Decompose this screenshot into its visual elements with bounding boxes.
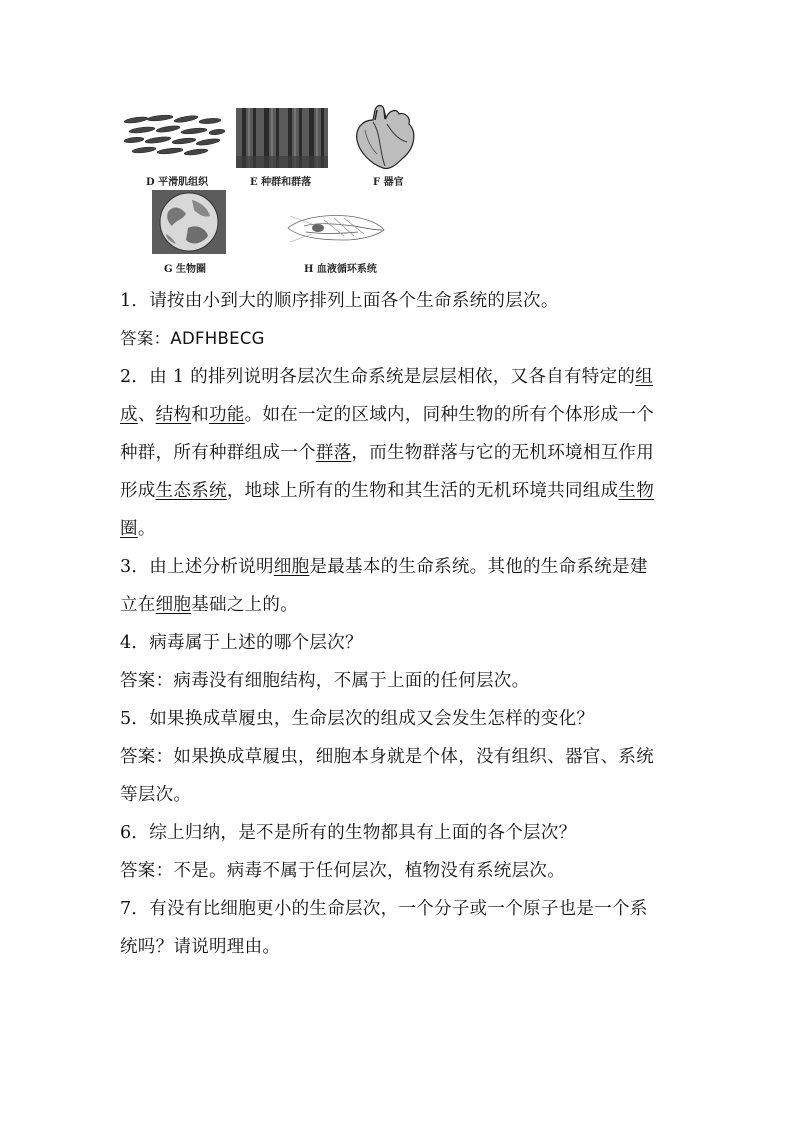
question-7-line-1: 7．有没有比细胞更小的生命层次，一个分子或一个原子也是一个系 <box>120 899 648 919</box>
answer-blank-community: 群落 <box>315 443 352 463</box>
earth-image <box>152 190 226 254</box>
answer-blank-cell: 细胞 <box>273 557 310 577</box>
question-2-line-3: 种群，所有种群组成一个群落，而生物群落与它的无机环境相互作用 <box>120 443 655 463</box>
question-1: 1．请按由小到大的顺序排列上面各个生命系统的层次。 <box>120 291 559 311</box>
answer-4: 答案：病毒没有细胞结构，不属于上面的任何层次。 <box>120 671 530 691</box>
question-2-line-2: 成、结构和功能。如在一定的区域内，同种生物的所有个体形成一个 <box>120 405 655 425</box>
question-3-line-1: 3．由上述分析说明细胞是最基本的生命系统。其他的生命系统是建 <box>120 557 648 577</box>
figure-caption-g: G 生物圈 <box>164 264 207 275</box>
question-2-line-1: 2．由 1 的排列说明各层次生命系统是层层相依，又各自有特定的组 <box>120 367 654 387</box>
answer-blank-cell-2: 细胞 <box>155 595 192 615</box>
question-7-line-2: 统吗？请说明理由。 <box>120 937 281 957</box>
answer-6: 答案：不是。病毒不属于任何层次，植物没有系统层次。 <box>120 861 565 881</box>
figure-caption-h: H 血液循环系统 <box>304 264 377 275</box>
question-2-line-4: 形成生态系统，地球上所有的生物和其生活的无机环境共同组成生物 <box>120 481 655 501</box>
figure-caption-e: E 种群和群落 <box>250 177 312 188</box>
heart-image <box>353 104 421 170</box>
circulatory-system-image <box>284 206 388 254</box>
question-3-line-2: 立在细胞基础之上的。 <box>120 595 299 615</box>
answer-blank-composition: 组 <box>635 367 654 387</box>
answer-5-line-2: 等层次。 <box>120 785 192 805</box>
answer-1: 答案：ADFHBECG <box>120 329 265 348</box>
question-list <box>120 282 700 966</box>
forest-image <box>236 108 328 168</box>
figure-caption-f: F 器官 <box>373 177 404 188</box>
answer-blank-ecosystem: 生态系统 <box>155 481 227 501</box>
question-5: 5．如果换成草履虫，生命层次的组成又会发生怎样的变化？ <box>120 709 595 729</box>
question-2-line-5: 圈。 <box>120 519 156 539</box>
question-6: 6．综上归纳，是不是所有的生物都具有上面的各个层次？ <box>120 823 577 843</box>
answer-blank-structure: 结构 <box>155 405 192 425</box>
smooth-muscle-tissue-image <box>122 110 226 160</box>
question-4: 4．病毒属于上述的哪个层次？ <box>120 633 363 653</box>
answer-5-line-1: 答案：如果换成草履虫，细胞本身就是个体，没有组织、器官、系统 <box>120 747 654 767</box>
answer-blank-biosphere: 生物 <box>618 481 655 501</box>
answer-blank-function: 功能 <box>209 405 245 425</box>
figure-caption-d: D 平滑肌组织 <box>146 177 209 188</box>
